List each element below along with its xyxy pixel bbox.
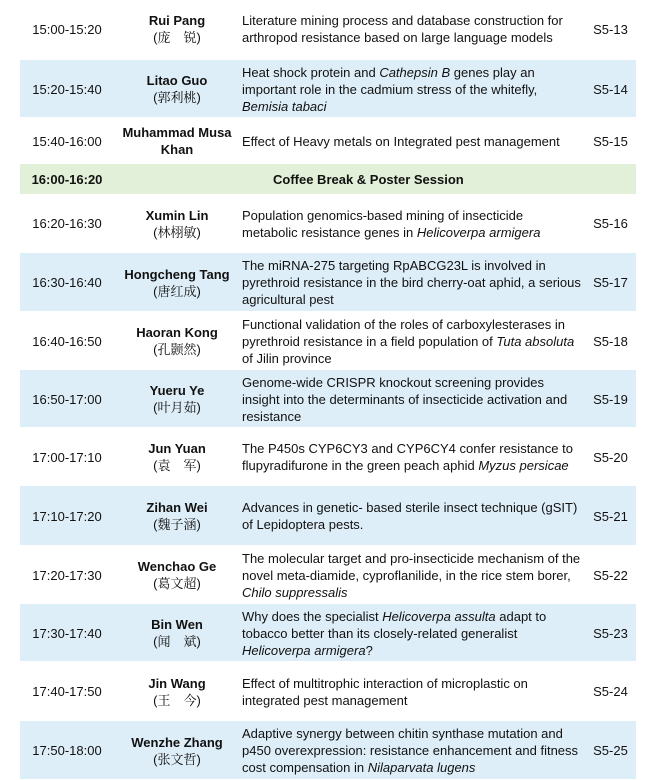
session-row <box>20 60 636 118</box>
speaker <box>114 194 240 253</box>
talk-title-segment: Literature mining process and database construction for arthropod resistance based on large language models <box>242 13 563 45</box>
session-code: S5-23 <box>593 625 628 641</box>
speaker-name-zh: (闻 斌) <box>153 634 201 649</box>
talk-title-segment: Adaptive synergy between chitin synthase mutation and p450 overexpression: resistance enhancement and fitness cost compensation in <box>242 726 579 775</box>
speaker <box>114 312 240 370</box>
speaker <box>114 253 240 312</box>
talk-title-segment: Why does the specialist <box>242 608 383 624</box>
talk-title <box>240 118 585 164</box>
session-time: 17:00-17:10 <box>32 449 102 465</box>
talk-title-text <box>242 499 581 533</box>
break-label: Coffee Break & Poster Session <box>273 171 464 187</box>
speaker-name: Wenchao Ge <box>137 559 217 574</box>
speaker-name-zh: (唐红成) <box>153 283 201 299</box>
speaker-name-zh: (庞 锐) <box>153 30 201 45</box>
speaker-name: Haoran Kong <box>136 325 218 340</box>
session-code: S5-21 <box>593 508 628 524</box>
talk-title-italic: Helicoverpa armigera <box>416 224 541 240</box>
talk-title-italic: Nilaparvata lugens <box>367 760 476 775</box>
speaker-name-zh: (袁 军) <box>153 458 201 473</box>
session-time: 15:20-15:40 <box>32 81 102 97</box>
speaker-name-zh: (王 今) <box>153 692 201 708</box>
talk-title-segment: Genome-wide CRISPR knockout screening provides insight into the determinants of insecticide activation and resistance <box>242 374 568 424</box>
session-time: 17:50-18:00 <box>32 743 102 758</box>
talk-title-text <box>242 64 581 115</box>
session-row <box>20 486 636 546</box>
talk-title-text <box>242 207 581 241</box>
speaker <box>114 546 240 604</box>
talk-title-italic: Helicoverpa assulta <box>382 608 496 624</box>
speaker-name-zh: (郭利桃) <box>153 90 201 105</box>
talk-title <box>240 253 585 312</box>
session-time: 17:10-17:20 <box>32 508 102 524</box>
session-time: 17:30-17:40 <box>32 625 102 641</box>
speaker-name-zh: (孔颢然) <box>153 342 201 357</box>
speaker-name: Zihan Wei <box>146 500 208 515</box>
session-time: 16:40-16:50 <box>32 333 102 349</box>
speaker <box>114 370 240 428</box>
session-code: S5-13 <box>593 21 628 37</box>
speaker-name: Muhammad Musa Khan <box>122 125 232 157</box>
speaker <box>114 60 240 118</box>
session-row <box>20 312 636 370</box>
talk-title-segment: Functional validation of the roles of carboxylesterases in pyrethroid resistance in a field population of <box>242 316 566 349</box>
talk-title <box>240 0 585 58</box>
speaker-name: Jun Yuan <box>148 441 206 456</box>
talk-title-segment: ? <box>365 642 373 658</box>
speaker <box>114 428 240 486</box>
speaker-name: Bin Wen <box>151 617 203 632</box>
session-row <box>20 546 636 604</box>
session-row <box>20 662 636 721</box>
talk-title-segment: Effect of Heavy metals on Integrated pest management <box>242 133 560 149</box>
speaker <box>114 662 240 721</box>
talk-title-segment: genes play an important role in the cadmium stress of the whitefly, <box>242 64 538 97</box>
session-row <box>20 194 636 253</box>
session-code: S5-24 <box>593 684 628 699</box>
talk-title <box>240 60 585 118</box>
talk-title-segment: Advances in genetic- based sterile insect technique (gSIT) of Lepidoptera pests. <box>242 500 578 532</box>
break-time: 16:00-16:20 <box>31 171 103 187</box>
session-time: 15:00-15:20 <box>32 21 102 37</box>
speaker-name-zh: (林栩敏) <box>153 224 201 240</box>
speaker-name: Jin Wang <box>148 675 206 691</box>
session-code: S5-22 <box>593 567 628 583</box>
speaker <box>114 486 240 546</box>
talk-title-italic: Chilo suppressalis <box>242 584 348 600</box>
talk-title-text <box>242 675 581 709</box>
talk-title-segment: Heat shock protein and <box>242 64 380 80</box>
talk-title <box>240 370 585 428</box>
session-row <box>20 721 636 780</box>
talk-title-text <box>242 725 581 776</box>
speaker <box>114 604 240 662</box>
session-row <box>20 370 636 428</box>
session-code: S5-15 <box>593 133 628 149</box>
talk-title-italic: Myzus persicae <box>478 458 569 473</box>
speaker-name-zh: (张文哲) <box>153 751 201 767</box>
talk-title-text <box>242 550 581 601</box>
session-time: 16:20-16:30 <box>32 216 102 231</box>
session-code: S5-19 <box>593 391 628 407</box>
talk-title-segment: The miRNA-275 targeting RpABCG23L is involved in pyrethroid resistance in the bird cherry-oat aphid, a serious agricultural pest <box>242 258 581 307</box>
session-row <box>20 604 636 662</box>
talk-title <box>240 546 585 604</box>
speaker-name: Wenzhe Zhang <box>131 734 223 750</box>
speaker-name: Litao Guo <box>146 73 208 88</box>
talk-title-segment: The molecular target and pro-insecticide mechanism of the novel meta-diamide, cyproflanilide, in the rice stem borer, <box>242 550 581 583</box>
talk-title-text <box>242 374 581 425</box>
speaker-name: Hongcheng Tang <box>124 266 230 282</box>
talk-title <box>240 428 585 486</box>
speaker <box>114 118 240 164</box>
talk-title-segment: Effect of multitrophic interaction of microplastic on integrated pest management <box>242 675 528 708</box>
session-code: S5-25 <box>593 743 628 758</box>
talk-title-text <box>242 608 581 659</box>
break-row <box>20 164 636 194</box>
session-code: S5-14 <box>593 81 628 97</box>
talk-title <box>240 194 585 253</box>
talk-title-segment: Population genomics-based mining of insecticide metabolic resistance genes in <box>242 207 524 240</box>
talk-title-text <box>242 12 581 46</box>
talk-title-text <box>242 440 581 474</box>
session-time: 15:40-16:00 <box>32 133 102 149</box>
talk-title-italic: Cathepsin B <box>379 64 451 80</box>
session-row <box>20 253 636 312</box>
talk-title-segment: The P450s CYP6CY3 and CYP6CY4 confer resistance to flupyradifurone in the green peach aphid <box>242 441 573 473</box>
talk-title-italic: Helicoverpa armigera <box>242 642 366 658</box>
session-code: S5-18 <box>593 333 628 349</box>
talk-title <box>240 721 585 780</box>
speaker <box>114 721 240 780</box>
talk-title-italic: Tuta absoluta <box>496 333 575 349</box>
talk-title <box>240 604 585 662</box>
session-time: 17:20-17:30 <box>32 567 102 583</box>
session-row <box>20 428 636 486</box>
talk-title-text <box>242 316 581 367</box>
session-time: 16:50-17:00 <box>32 391 102 407</box>
speaker <box>114 0 240 58</box>
session-code: S5-20 <box>593 449 628 465</box>
speaker-name-zh: (魏子涵) <box>153 517 201 532</box>
session-code: S5-16 <box>593 216 628 231</box>
speaker-name: Rui Pang <box>148 13 206 28</box>
talk-title <box>240 312 585 370</box>
speaker-name-zh: (叶月茹) <box>153 400 201 415</box>
session-time: 16:30-16:40 <box>32 275 102 290</box>
speaker-name-zh: (葛文超) <box>153 576 201 591</box>
talk-title-text <box>242 257 581 308</box>
talk-title-italic: Bemisia tabaci <box>242 98 327 114</box>
talk-title-segment: of Jilin province <box>242 350 332 366</box>
speaker-name: Xumin Lin <box>145 207 209 223</box>
speaker-name: Yueru Ye <box>149 383 205 398</box>
session-row <box>20 0 636 58</box>
session-row <box>20 118 636 164</box>
talk-title-text <box>242 133 560 150</box>
talk-title-segment: adapt to tobacco better than its closely-related generalist <box>242 608 547 641</box>
talk-title <box>240 486 585 546</box>
talk-title <box>240 662 585 721</box>
session-time: 17:40-17:50 <box>32 684 102 699</box>
session-code: S5-17 <box>593 275 628 290</box>
